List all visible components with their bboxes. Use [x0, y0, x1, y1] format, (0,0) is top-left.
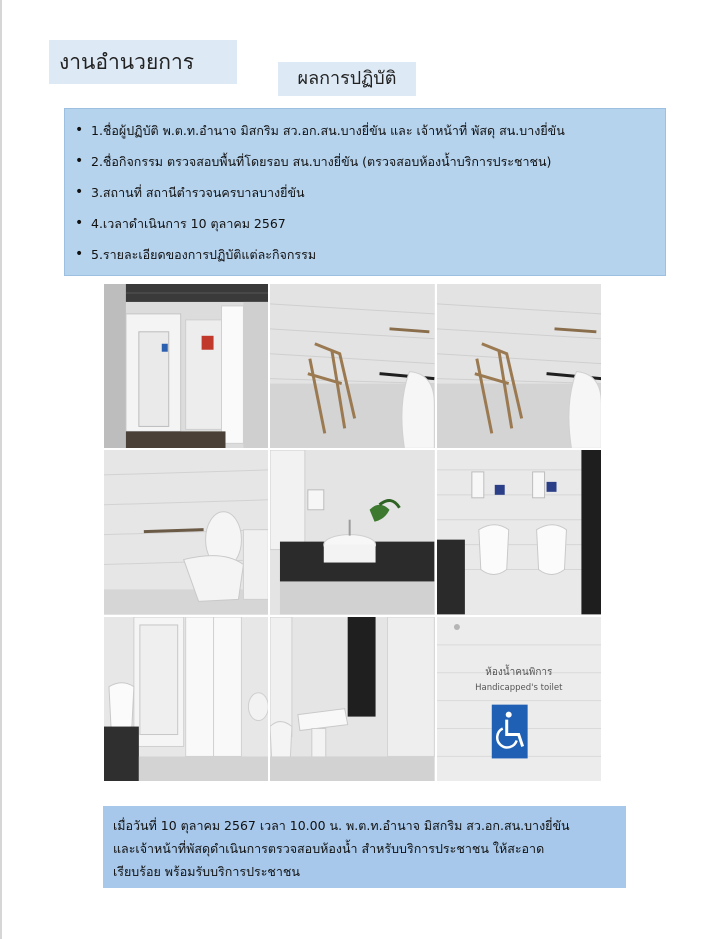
photo-sink-counter	[270, 450, 434, 614]
photo-restroom-entrance	[104, 284, 268, 448]
info-item-date: • 4.เวลาดำเนินการ 10 ตุลาคม 2567	[75, 208, 655, 239]
info-item-operator: • 1.ชื่อผู้ปฏิบัติ พ.ต.ท.อำนาจ มิสกริม สว.อก.สน.บางยี่ขัน และ เจ้าหน้าที่ พัสดุ สน.บางยี่ขัน	[75, 115, 655, 146]
sign-thai-text: ห้องน้ำคนพิการ	[485, 666, 553, 678]
photo-pedestal-sink	[270, 617, 434, 781]
photo-grab-bar-walker-2	[437, 284, 601, 448]
info-item-activity: • 2.ชื่อกิจกรรม ตรวจสอบพื้นที่โดยรอบ สน.บางยี่ขัน (ตรวจสอบห้องน้ำบริการประชาชน)	[75, 146, 655, 177]
photo-handicapped-sign	[437, 617, 601, 781]
photo-stall-partitions	[104, 617, 268, 781]
summary-line: เมื่อวันที่ 10 ตุลาคม 2567 เวลา 10.00 น. พ.ต.ท.อำนาจ มิสกริม สว.อก.สน.บางยี่ขัน	[113, 818, 570, 833]
report-title: ผลการปฏิบัติ	[278, 62, 416, 96]
summary-box	[103, 806, 626, 888]
activity-info-box	[64, 108, 666, 276]
page-edge	[0, 0, 2, 939]
sign-english-text: Handicapped's toilet	[475, 682, 563, 693]
section-label: งานอำนวยการ	[49, 40, 237, 84]
info-item-location: • 3.สถานที่ สถานีตำรวจนครบาลบางยี่ขัน	[75, 177, 655, 208]
summary-line: เรียบร้อย พร้อมรับบริการประชาชน	[113, 864, 300, 879]
photo-toilet	[104, 450, 268, 614]
summary-line: และเจ้าหน้าที่พัสดุดำเนินการตรวจสอบห้องน้ำ สำหรับบริการประชาชน ให้สะอาด	[113, 841, 545, 856]
activity-info-list	[75, 115, 655, 270]
info-item-details: • 5.รายละเอียดของการปฏิบัติแต่ละกิจกรรม	[75, 239, 655, 270]
photo-urinals	[437, 450, 601, 614]
photo-grid	[104, 284, 601, 781]
wheelchair-icon	[491, 704, 527, 758]
photo-grab-bar-walker	[270, 284, 434, 448]
